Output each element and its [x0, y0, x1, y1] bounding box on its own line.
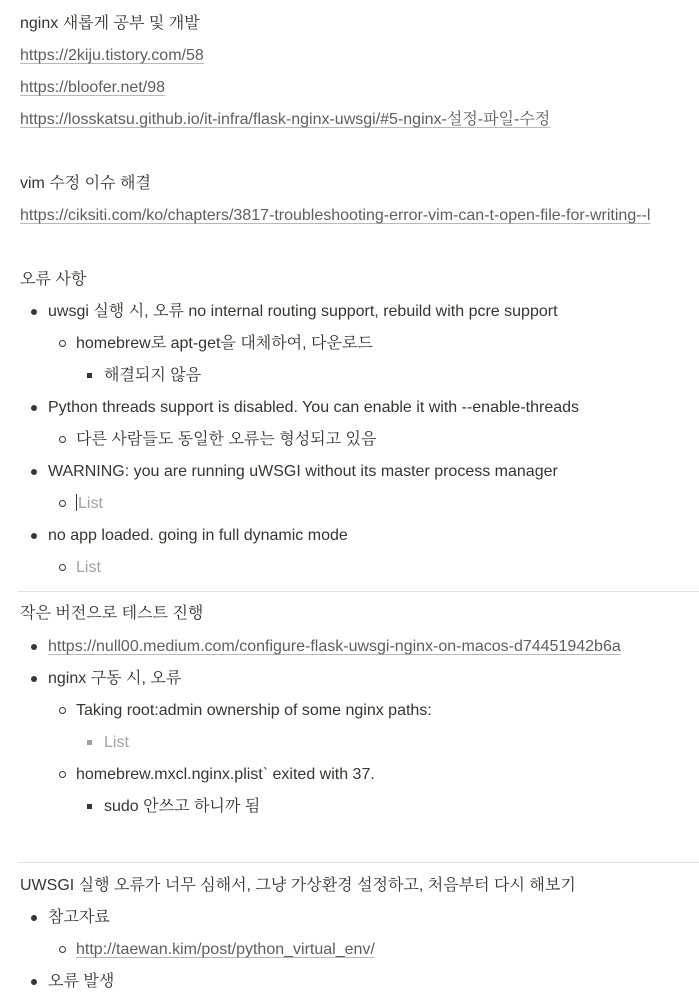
link-2kiju-tistory[interactable]: https://2kiju.tistory.com/58 — [20, 47, 204, 64]
list-item-text: 다른 사람들도 동일한 오류는 형성되고 있음 — [76, 431, 377, 448]
heading-text: UWSGI 실행 오류가 너무 심해서, 그냥 가상환경 설정하고, 처음부터 다시 해보기 — [20, 877, 576, 894]
list-item-text: uwsgi 실행 시, 오류 no internal routing support, rebuild with pcre support — [48, 303, 558, 320]
link-block — [20, 205, 699, 227]
bullet-square-icon — [87, 804, 92, 809]
heading-uwsgi-restart[interactable] — [20, 875, 576, 897]
list-item[interactable] — [48, 525, 348, 547]
bullet-disc-icon — [31, 644, 37, 650]
bullet-circle-icon — [59, 707, 66, 714]
link-taewan-kim[interactable]: http://taewan.kim/post/python_virtual_env/ — [76, 941, 375, 958]
list-item-text: 오류 발생 — [48, 973, 115, 990]
bullet-disc-icon — [31, 469, 37, 475]
link-ciksiti[interactable]: https://ciksiti.com/ko/chapters/3817-troubleshooting-error-vim-can-t-open-file-for-writing--l — [20, 207, 651, 224]
link-bloofer[interactable]: https://bloofer.net/98 — [20, 79, 165, 96]
divider — [18, 591, 699, 592]
bullet-circle-icon — [59, 946, 66, 953]
heading-nginx-study[interactable] — [20, 13, 200, 35]
list-item-text: Python threads support is disabled. You can enable it with --enable-threads — [48, 399, 580, 416]
list-item[interactable] — [76, 939, 375, 961]
bullet-disc-icon — [31, 915, 37, 921]
list-item-text: homebrew로 apt-get을 대체하여, 다운로드 — [76, 335, 373, 352]
heading-text: vim 수정 이슈 해결 — [20, 175, 151, 192]
list-item[interactable] — [76, 333, 373, 355]
link-block — [20, 45, 204, 67]
bullet-circle-icon — [59, 771, 66, 778]
list-item-text: homebrew.mxcl.nginx.plist` exited with 37. — [76, 766, 375, 783]
link-block — [20, 77, 165, 99]
bullet-circle-icon — [59, 564, 66, 571]
bullet-square-icon — [87, 373, 92, 378]
list-item-empty-focused[interactable] — [76, 493, 103, 515]
list-item[interactable] — [76, 700, 432, 722]
link-losskatsu[interactable]: https://losskatsu.github.io/it-infra/flask-nginx-uwsgi/#5-nginx-설정-파일-수정 — [20, 111, 551, 128]
list-item[interactable] — [48, 907, 110, 929]
list-item[interactable] — [76, 764, 375, 786]
bullet-disc-icon — [31, 979, 37, 985]
list-placeholder: List — [76, 559, 101, 576]
list-item-text: nginx 구동 시, 오류 — [48, 670, 182, 687]
list-item[interactable] — [48, 301, 558, 323]
heading-small-version-test[interactable] — [20, 603, 203, 625]
bullet-disc-icon — [31, 533, 37, 539]
list-item-text: 해결되지 않음 — [104, 367, 202, 384]
list-item[interactable] — [104, 796, 260, 818]
bullet-square-icon — [87, 740, 92, 745]
bullet-circle-icon — [59, 340, 66, 347]
list-item[interactable] — [48, 636, 621, 658]
heading-text: nginx 새롭게 공부 및 개발 — [20, 15, 200, 32]
heading-text: 오류 사항 — [20, 271, 87, 288]
bullet-disc-icon — [31, 309, 37, 315]
list-item-text: Taking root:admin ownership of some nginx paths: — [76, 702, 432, 719]
list-item-text: no app loaded. going in full dynamic mode — [48, 527, 348, 544]
list-item-text: 참고자료 — [48, 909, 110, 926]
list-item-text: sudo 안쓰고 하니까 됨 — [104, 798, 261, 815]
list-item-empty[interactable] — [104, 732, 129, 754]
heading-errors[interactable] — [20, 269, 86, 291]
list-item-text: WARNING: you are running uWSGI without its master process manager — [48, 463, 558, 480]
list-item-empty[interactable] — [76, 557, 101, 579]
heading-vim-issue[interactable] — [20, 173, 151, 195]
list-item[interactable] — [48, 668, 181, 690]
heading-text: 작은 버전으로 테스트 진행 — [20, 605, 204, 622]
divider — [18, 862, 699, 863]
list-item[interactable] — [48, 461, 558, 483]
list-placeholder: List — [78, 495, 103, 512]
list-item[interactable] — [48, 971, 114, 993]
list-item[interactable] — [104, 365, 201, 387]
bullet-circle-icon — [59, 500, 66, 507]
list-item[interactable] — [76, 429, 376, 451]
bullet-circle-icon — [59, 436, 66, 443]
bullet-disc-icon — [31, 405, 37, 411]
text-cursor — [76, 494, 77, 511]
bullet-disc-icon — [31, 676, 37, 682]
list-placeholder: List — [104, 734, 129, 751]
link-null00-medium[interactable]: https://null00.medium.com/configure-flask-uwsgi-nginx-on-macos-d74451942b6a — [48, 638, 621, 655]
link-block — [20, 109, 550, 131]
list-item[interactable] — [48, 397, 579, 419]
